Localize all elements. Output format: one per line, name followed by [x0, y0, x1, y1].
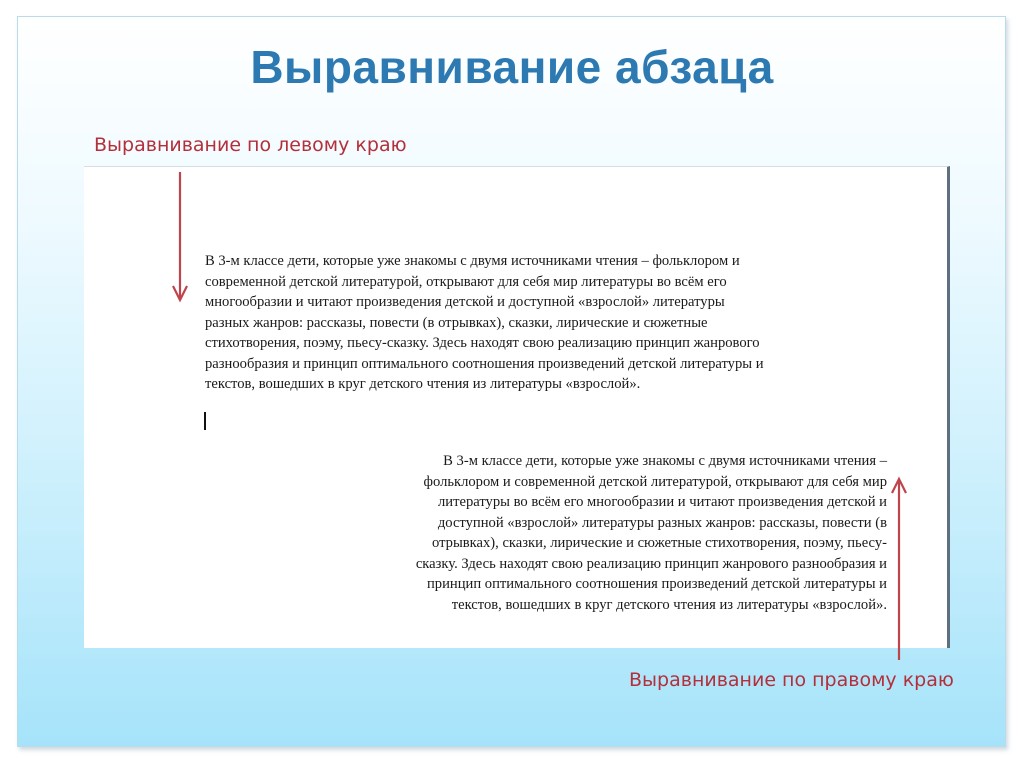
paragraph-line: текстов, вошедших в круг детского чтения из литературы «взрослой».	[451, 596, 887, 613]
paragraph-line: доступной «взрослой» литературы разных жанров: рассказы, повести (в	[437, 514, 887, 531]
paragraph-line: фольклором и современной детской литературой, открывают для себя мир	[423, 473, 887, 490]
paragraph-line: В 3-м классе дети, которые уже знакомы с двумя источниками чтения – фольклором и	[205, 253, 740, 269]
paragraph-line: текстов, вошедших в круг детского чтения из литературы «взрослой».	[205, 376, 641, 392]
paragraph-line: разнообразия и принцип оптимального соотношения произведений детской литературы и	[205, 355, 764, 372]
paragraph-line: литературы во всём его многообразии и читают произведения детской и	[438, 494, 887, 510]
paragraph-line: разных жанров: рассказы, повести (в отрывках), сказки, лирические и сюжетные	[205, 314, 708, 331]
arrow-up-icon	[892, 479, 906, 660]
left-align-label: Выравнивание по левому краю	[94, 134, 407, 156]
arrow-down-icon	[173, 172, 187, 300]
paragraph-line: современной детской литературой, открывают для себя мир литературы во всём его	[205, 273, 727, 290]
paragraph-line: отрывках), сказки, лирические и сюжетные стихотворения, поэму, пьесу-	[432, 535, 887, 551]
slide-title: Выравнивание абзаца	[250, 41, 774, 93]
paragraph-line: многообразии и читают произведения детской и доступной «взрослой» литературы	[205, 294, 725, 310]
paragraph-line: принцип оптимального соотношения произведений детской литературы и	[427, 576, 887, 592]
paragraph-line: В 3-м классе дети, которые уже знакомы с двумя источниками чтения –	[443, 453, 887, 469]
paragraph-line: стихотворения, поэму, пьесу-сказку. Здесь находят свою реализацию принцип жанрового	[205, 335, 760, 351]
paragraph-line: сказку. Здесь находят свою реализацию принцип жанрового разнообразия и	[415, 555, 887, 572]
right-align-label: Выравнивание по правому краю	[629, 669, 954, 691]
